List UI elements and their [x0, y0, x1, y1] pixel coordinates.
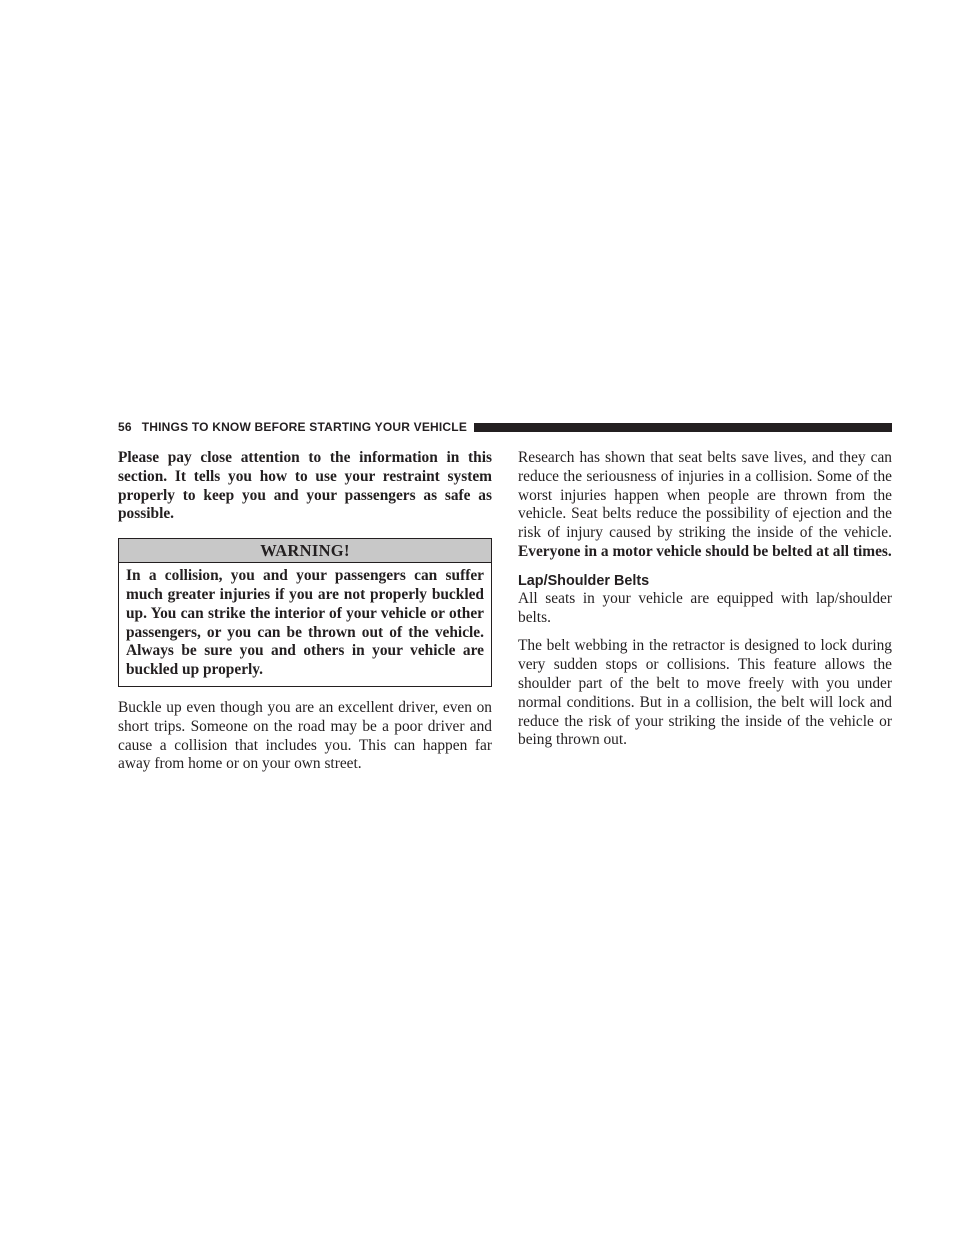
- left-column: [118, 449, 492, 774]
- research-text: Research has shown that seat belts save lives, and they can reduce the seriousness of injuries in a collision. Some of the worst injuries happen when people are thrown from the vehicle. Seat belts reduce the possibility of ejection and the risk of injury caused by striking the inside of the vehicle.: [518, 449, 892, 542]
- warning-body: In a collision, you and your passengers can suffer much greater injuries if you are not properly buckled up. You can strike the interior of your vehicle or other passengers, or you can be thrown out of the vehicle. Always be sure you and others in your vehicle are buckled up properly.: [126, 567, 484, 679]
- section-title: THINGS TO KNOW BEFORE STARTING YOUR VEHICLE: [141, 420, 468, 434]
- belts-paragraph: All seats in your vehicle are equipped with lap/shoulder belts.: [518, 589, 892, 626]
- warning-title: WARNING!: [119, 539, 491, 563]
- buckle-up-paragraph: Buckle up even though you are an excellent driver, even on short trips. Someone on the road may be a poor driver and cause a collision that includes you. This can happen far away from home or on your own street.: [118, 698, 492, 773]
- right-column: [518, 449, 892, 750]
- webbing-paragraph: The belt webbing in the retractor is designed to lock during very sudden stops or collisions. This feature allows the shoulder part of the belt to move freely with you under normal conditions. But in a collision, the belt will lock and reduce the risk of your striking the inside of the vehicle or being thrown out.: [518, 637, 892, 749]
- intro-paragraph: Please pay close attention to the information in this section. It tells you how to use your restraint system properly to keep you and your passengers as safe as possible.: [118, 449, 492, 523]
- page-header: [118, 419, 892, 435]
- research-bold-text: Everyone in a motor vehicle should be belted at all times.: [518, 542, 892, 560]
- research-paragraph: [518, 449, 892, 562]
- lap-shoulder-belts-heading: Lap/Shoulder Belts: [518, 572, 650, 589]
- header-rule: [474, 423, 892, 432]
- page-number: 56: [118, 420, 132, 434]
- warning-box: [118, 538, 492, 687]
